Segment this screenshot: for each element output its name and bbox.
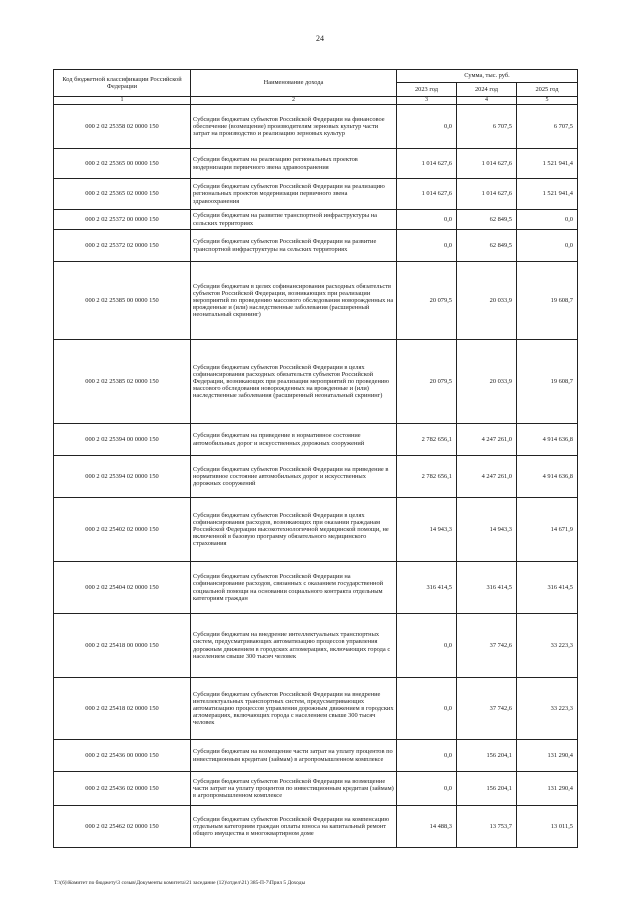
row-value-2025: 19 608,7 [517,340,578,424]
row-name: Субсидии бюджетам на развитие транспортной инфраструктуры на сельских территориях [191,210,397,230]
row-name: Субсидии бюджетам в целях софинансирования расходных обязательств субъектов Российской Федерации, возникающих при реализации мероприятий по проведению массового обследования новорожденных на врожденные и (или) наследственные заболевания (расширенный неонатальный скрининг) [191,262,397,340]
row-value-2024: 156 204,1 [457,772,517,806]
row-name: Субсидии бюджетам субъектов Российской Федерации на финансовое обеспечение (возмещение) производителям зерновых культур части затрат на производство и реализацию зерновых культур [191,105,397,149]
row-value-2025: 33 223,3 [517,678,578,740]
row-code: 000 2 02 25418 02 0000 150 [54,678,191,740]
row-code: 000 2 02 25436 02 0000 150 [54,772,191,806]
table-row [54,740,578,772]
header-year-2024: 2024 год [457,83,517,97]
row-code: 000 2 02 25436 00 0000 150 [54,740,191,772]
row-name: Субсидии бюджетам субъектов Российской Федерации на софинансирование расходов, связанных с оказанием государственной социальной помощи на основании социального контракта отдельным категориям граждан [191,562,397,614]
table-row [54,179,578,210]
row-value-2025: 131 290,4 [517,772,578,806]
revenue-table [53,69,578,848]
row-value-2023: 0,0 [397,772,457,806]
row-code: 000 2 02 25462 02 0000 150 [54,806,191,848]
table-row [54,456,578,498]
row-value-2025: 131 290,4 [517,740,578,772]
row-value-2023: 14 943,3 [397,498,457,562]
row-name: Субсидии бюджетам субъектов Российской Федерации на развитие транспортной инфраструктуры на сельских территориях [191,230,397,262]
table-row [54,149,578,179]
header-col-number: 3 [397,97,457,105]
table-row [54,210,578,230]
row-value-2025: 13 011,5 [517,806,578,848]
header-name: Наименование дохода [191,70,397,97]
row-name: Субсидии бюджетам субъектов Российской Федерации на возмещение части затрат на уплату процентов по инвестиционным кредитам (займам) в агропромышленном комплексе [191,772,397,806]
page-number: 24 [316,34,324,43]
row-value-2024: 13 753,7 [457,806,517,848]
row-value-2023: 316 414,5 [397,562,457,614]
file-path-footer: Т:\(6)\Комитет по бюджету\3 созыв\Документы комитета\21 заседание (12)\отдел\21) 385-П-7\Прил 5 Доходы [54,880,306,886]
table-row [54,614,578,678]
row-value-2024: 1 014 627,6 [457,179,517,210]
row-value-2024: 316 414,5 [457,562,517,614]
row-value-2023: 1 014 627,6 [397,149,457,179]
row-value-2024: 6 707,5 [457,105,517,149]
row-code: 000 2 02 25385 02 0000 150 [54,340,191,424]
row-name: Субсидии бюджетам на реализацию региональных проектов модернизации первичного звена здравоохранения [191,149,397,179]
row-name: Субсидии бюджетам субъектов Российской Федерации в целях софинансирования расходов, возникающих при оказании гражданам Российской Федерации высокотехнологичной медицинской помощи, не включенной в базовую программу обязательного медицинского страхования [191,498,397,562]
table-row [54,424,578,456]
row-value-2025: 1 521 941,4 [517,149,578,179]
row-value-2025: 316 414,5 [517,562,578,614]
table-row [54,772,578,806]
row-value-2025: 33 223,3 [517,614,578,678]
row-code: 000 2 02 25358 02 0000 150 [54,105,191,149]
row-value-2023: 1 014 627,6 [397,179,457,210]
row-value-2023: 2 782 656,1 [397,424,457,456]
row-value-2024: 4 247 261,0 [457,424,517,456]
row-code: 000 2 02 25394 02 0000 150 [54,456,191,498]
header-sum: Сумма, тыс. руб. [397,70,578,83]
row-value-2023: 0,0 [397,105,457,149]
table-row [54,498,578,562]
row-value-2023: 0,0 [397,230,457,262]
row-value-2024: 62 849,5 [457,230,517,262]
row-value-2025: 19 608,7 [517,262,578,340]
table-row [54,262,578,340]
row-value-2025: 4 914 636,8 [517,424,578,456]
table-row [54,678,578,740]
row-name: Субсидии бюджетам субъектов Российской Федерации на компенсацию отдельным категориям граждан оплаты взноса на капитальный ремонт общего имущества в многоквартирном доме [191,806,397,848]
row-code: 000 2 02 25372 00 0000 150 [54,210,191,230]
row-code: 000 2 02 25365 00 0000 150 [54,149,191,179]
row-value-2024: 20 033,9 [457,262,517,340]
row-value-2024: 156 204,1 [457,740,517,772]
row-name: Субсидии бюджетам на приведение в нормативное состояние автомобильных дорог и искусственных дорожных сооружений [191,424,397,456]
row-value-2024: 4 247 261,0 [457,456,517,498]
row-value-2025: 1 521 941,4 [517,179,578,210]
header-col-number: 2 [191,97,397,105]
row-value-2024: 14 943,3 [457,498,517,562]
row-name: Субсидии бюджетам субъектов Российской Федерации на внедрение интеллектуальных транспортных систем, предусматривающих автоматизацию процессов управления дорожным движением в городских агломерациях, включающих города с населением свыше 300 тысяч человек [191,678,397,740]
row-value-2025: 6 707,5 [517,105,578,149]
row-value-2024: 37 742,6 [457,614,517,678]
row-value-2023: 2 782 656,1 [397,456,457,498]
row-value-2023: 20 079,5 [397,340,457,424]
row-value-2024: 62 849,5 [457,210,517,230]
row-code: 000 2 02 25402 02 0000 150 [54,498,191,562]
row-code: 000 2 02 25394 00 0000 150 [54,424,191,456]
row-value-2025: 0,0 [517,230,578,262]
row-value-2025: 4 914 636,8 [517,456,578,498]
header-col-number: 1 [54,97,191,105]
row-code: 000 2 02 25372 02 0000 150 [54,230,191,262]
table-row [54,230,578,262]
table-row [54,562,578,614]
row-value-2025: 0,0 [517,210,578,230]
row-value-2023: 14 488,3 [397,806,457,848]
row-value-2023: 0,0 [397,740,457,772]
row-value-2023: 0,0 [397,614,457,678]
row-code: 000 2 02 25365 02 0000 150 [54,179,191,210]
header-col-number: 4 [457,97,517,105]
table-row [54,105,578,149]
header-code: Код бюджетной классификации Российской Федерации [54,70,191,97]
row-name: Субсидии бюджетам субъектов Российской Федерации на приведение в нормативное состояние автомобильных дорог и искусственных дорожных сооружений [191,456,397,498]
row-name: Субсидии бюджетам субъектов Российской Федерации в целях софинансирования расходных обязательств субъектов Российской Федерации, возникающих при реализации мероприятий по проведению массового обследования новорожденных на врожденные и (или) наследственные заболевания (расширенный неонатальный скрининг) [191,340,397,424]
row-value-2023: 0,0 [397,678,457,740]
table-row [54,340,578,424]
header-year-2023: 2023 год [397,83,457,97]
row-value-2024: 1 014 627,6 [457,149,517,179]
row-name: Субсидии бюджетам субъектов Российской Федерации на реализацию региональных проектов модернизации первичного звена здравоохранения [191,179,397,210]
table-row [54,806,578,848]
row-value-2023: 0,0 [397,210,457,230]
row-value-2025: 14 671,9 [517,498,578,562]
row-code: 000 2 02 25404 02 0000 150 [54,562,191,614]
row-value-2024: 20 033,9 [457,340,517,424]
row-name: Субсидии бюджетам на внедрение интеллектуальных транспортных систем, предусматривающих автоматизацию процессов управления дорожным движением в городских агломерациях, включающих города с населением свыше 300 тысяч человек [191,614,397,678]
row-code: 000 2 02 25418 00 0000 150 [54,614,191,678]
row-name: Субсидии бюджетам на возмещение части затрат на уплату процентов по инвестиционным кредитам (займам) в агропромышленном комплексе [191,740,397,772]
row-value-2024: 37 742,6 [457,678,517,740]
row-code: 000 2 02 25385 00 0000 150 [54,262,191,340]
row-value-2023: 20 079,5 [397,262,457,340]
header-year-2025: 2025 год [517,83,578,97]
header-col-number: 5 [517,97,578,105]
